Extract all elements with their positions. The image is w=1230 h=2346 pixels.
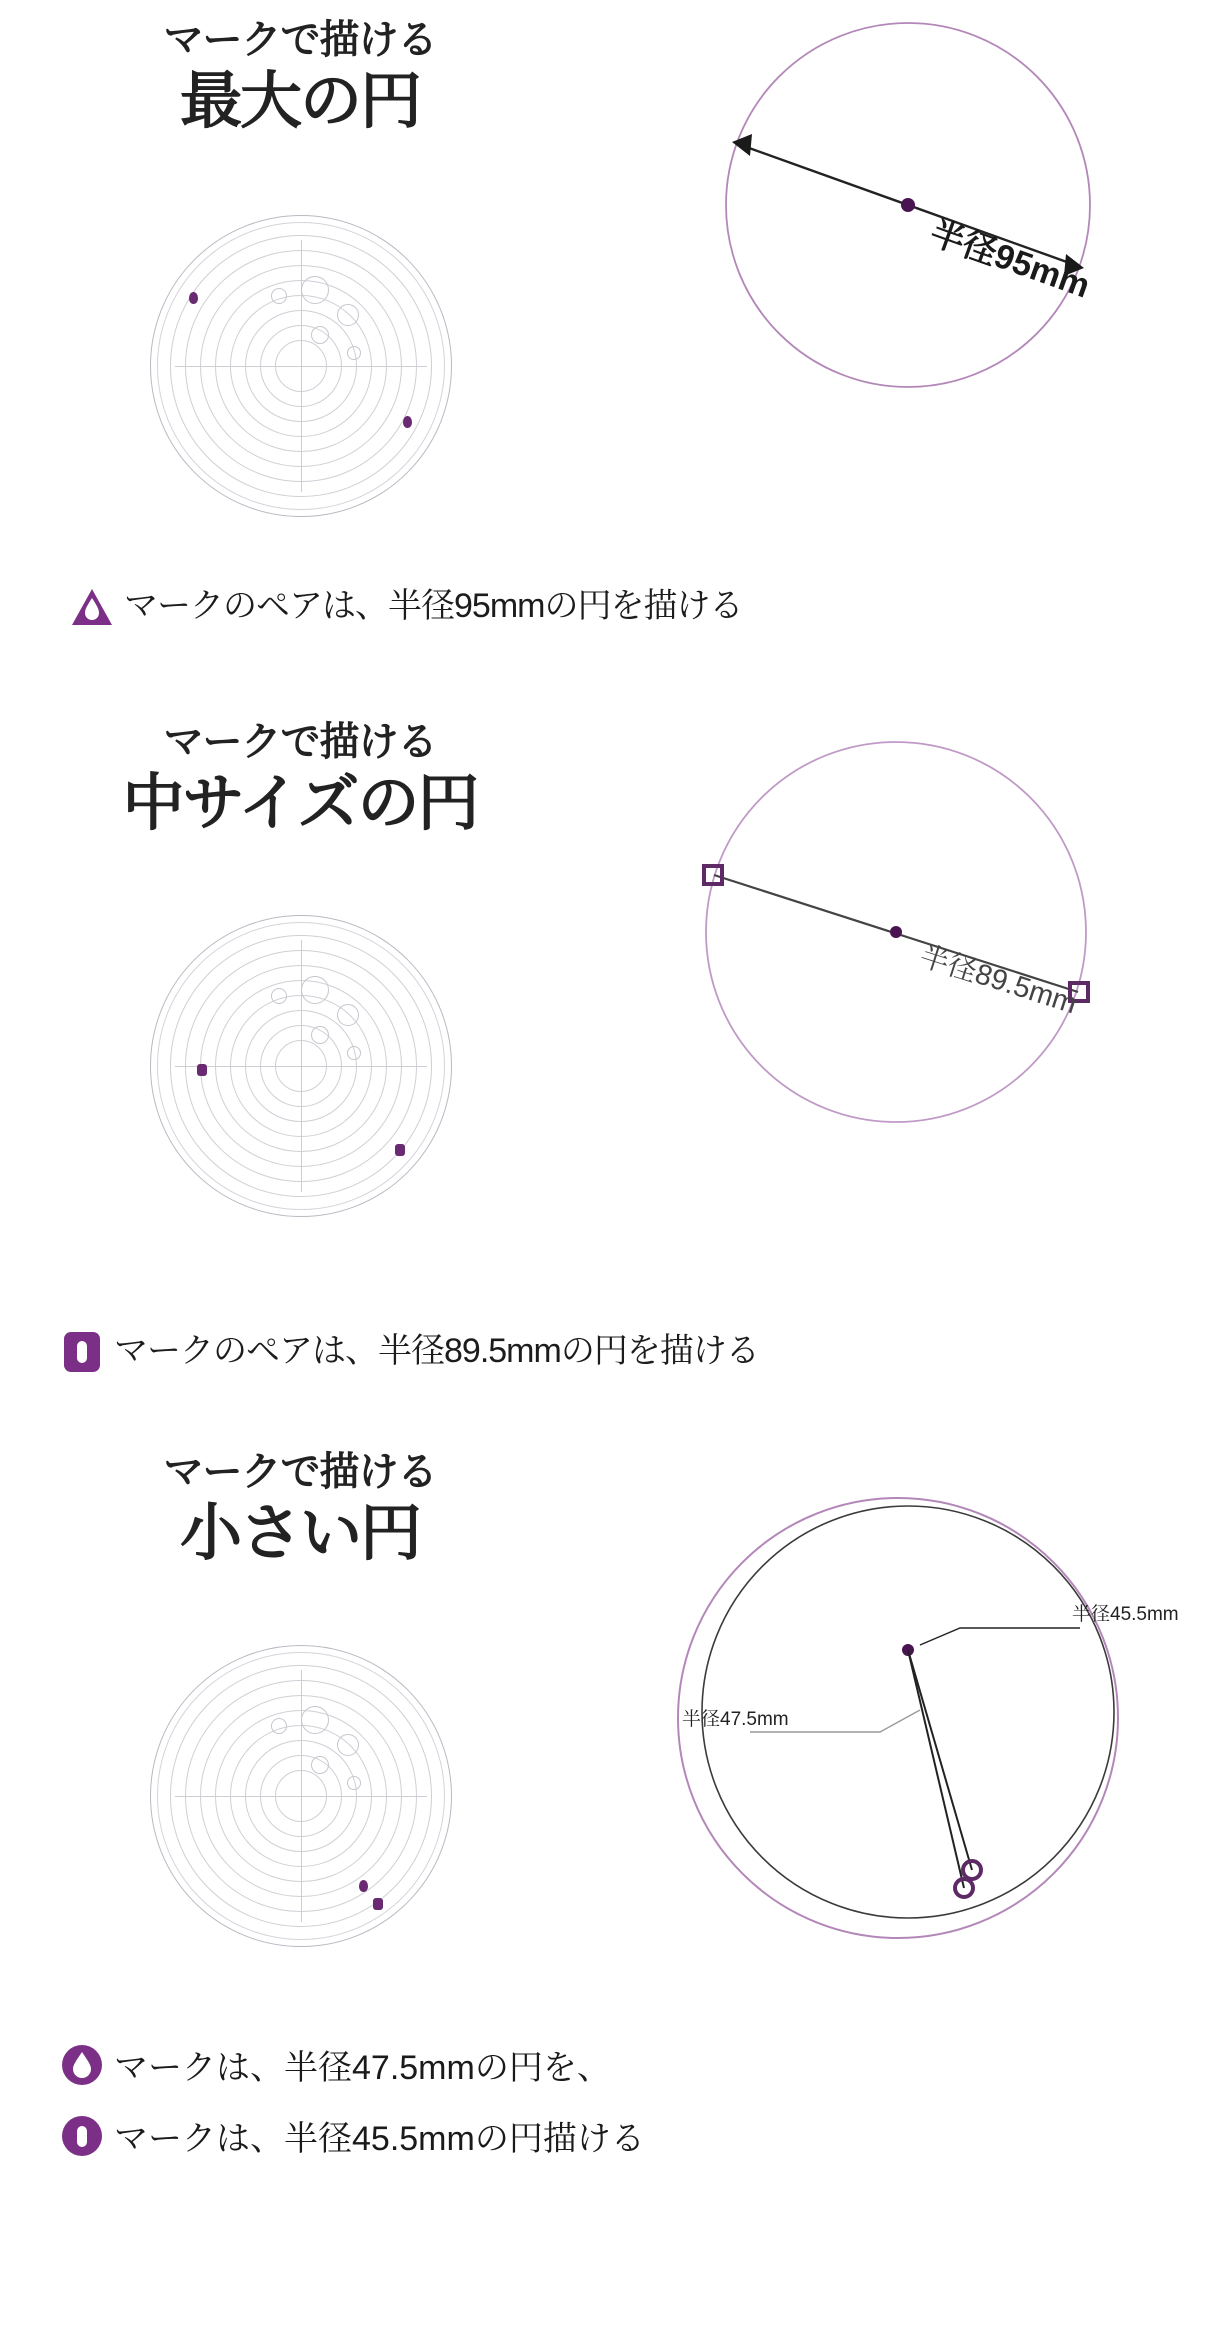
disc-ring (170, 1665, 432, 1927)
heading-largest-big: 最大の円 (179, 66, 420, 136)
disc-hole (347, 1046, 361, 1060)
caption-small-text-2: マークは、半径45.5mmの円描ける (114, 2120, 645, 2158)
disc-hole (311, 1756, 329, 1774)
triangle-drop-mark-icon (70, 585, 114, 629)
radius-label-largest: 半径95mm (925, 213, 1095, 306)
center-point (901, 198, 915, 212)
section-medium-circle (0, 700, 1230, 1440)
disc-ring (170, 935, 432, 1197)
disc-ring (170, 235, 432, 497)
radius-line-475 (908, 1650, 972, 1870)
square-drop-mark-icon (60, 1330, 104, 1374)
section-largest-circle (0, 0, 1230, 700)
disc-hole (347, 1776, 361, 1790)
disc-hole (301, 276, 329, 304)
triangle-marker-left (732, 134, 752, 156)
heading-largest-small: マークで描ける (163, 18, 437, 62)
heading-small (0, 1450, 600, 1568)
diagram-medium-circle (600, 720, 1200, 1160)
heading-medium-big: 中サイズの円 (122, 768, 478, 838)
disc-hole (271, 988, 287, 1004)
compass-disc (150, 1645, 452, 1947)
medium-circle-svg (600, 720, 1200, 1160)
disc-hole (301, 976, 329, 1004)
largest-circle-svg (620, 10, 1200, 410)
caption-small-row-1 (60, 2040, 645, 2089)
disc-hole (337, 1004, 359, 1026)
compass-disc (150, 915, 452, 1217)
small-circles-svg (620, 1460, 1210, 1980)
heading-largest (0, 18, 600, 136)
radius-label-medium: 半径89.5mm (915, 940, 1081, 1021)
compass-disc (150, 215, 452, 517)
disc-mark-triangle (189, 292, 198, 304)
label-radius-455: 半径45.5mm (1072, 1604, 1179, 1625)
compass-disc-thumbnail-largest (150, 215, 452, 517)
disc-hole (337, 1734, 359, 1756)
disc-hole (271, 288, 287, 304)
caption-medium (60, 1330, 759, 1374)
disc-mark-round-square (373, 1898, 383, 1910)
compass-disc-thumbnail-medium (150, 915, 452, 1217)
round-square-mark-icon (60, 2114, 104, 2158)
heading-small-big: 小さい円 (179, 1498, 420, 1568)
disc-hole (311, 326, 329, 344)
disc-mark-triangle (403, 416, 412, 428)
compass-disc-thumbnail-small (150, 1645, 452, 1947)
disc-mark-square (395, 1144, 405, 1156)
caption-small-text-1: マークは、半径47.5mmの円を、 (114, 2049, 611, 2087)
caption-medium-text: マークのペアは、半径89.5mmの円を描ける (114, 1332, 759, 1371)
caption-largest (70, 585, 742, 629)
caption-group-small (60, 2040, 645, 2182)
disc-mark-square (197, 1064, 207, 1076)
heading-small-small: マークで描ける (163, 1450, 437, 1494)
disc-hole (337, 304, 359, 326)
disc-hole (301, 1706, 329, 1734)
leader-line-455 (920, 1628, 1080, 1645)
label-radius-475: 半径47.5mm (682, 1709, 789, 1730)
radius-line-455 (908, 1650, 964, 1888)
disc-hole (347, 346, 361, 360)
center-point (890, 926, 902, 938)
caption-small-row-2 (60, 2111, 645, 2160)
disc-mark-round (359, 1880, 368, 1892)
diagram-largest-circle (620, 10, 1200, 410)
disc-hole (311, 1026, 329, 1044)
section-small-circle (0, 1440, 1230, 2346)
round-drop-mark-icon (60, 2043, 104, 2087)
disc-hole (271, 1718, 287, 1734)
heading-medium (0, 720, 600, 838)
heading-medium-small: マークで描ける (163, 720, 437, 764)
diagram-small-circles (620, 1460, 1210, 1980)
caption-largest-text: マークのペアは、半径95mmの円を描ける (124, 587, 743, 626)
